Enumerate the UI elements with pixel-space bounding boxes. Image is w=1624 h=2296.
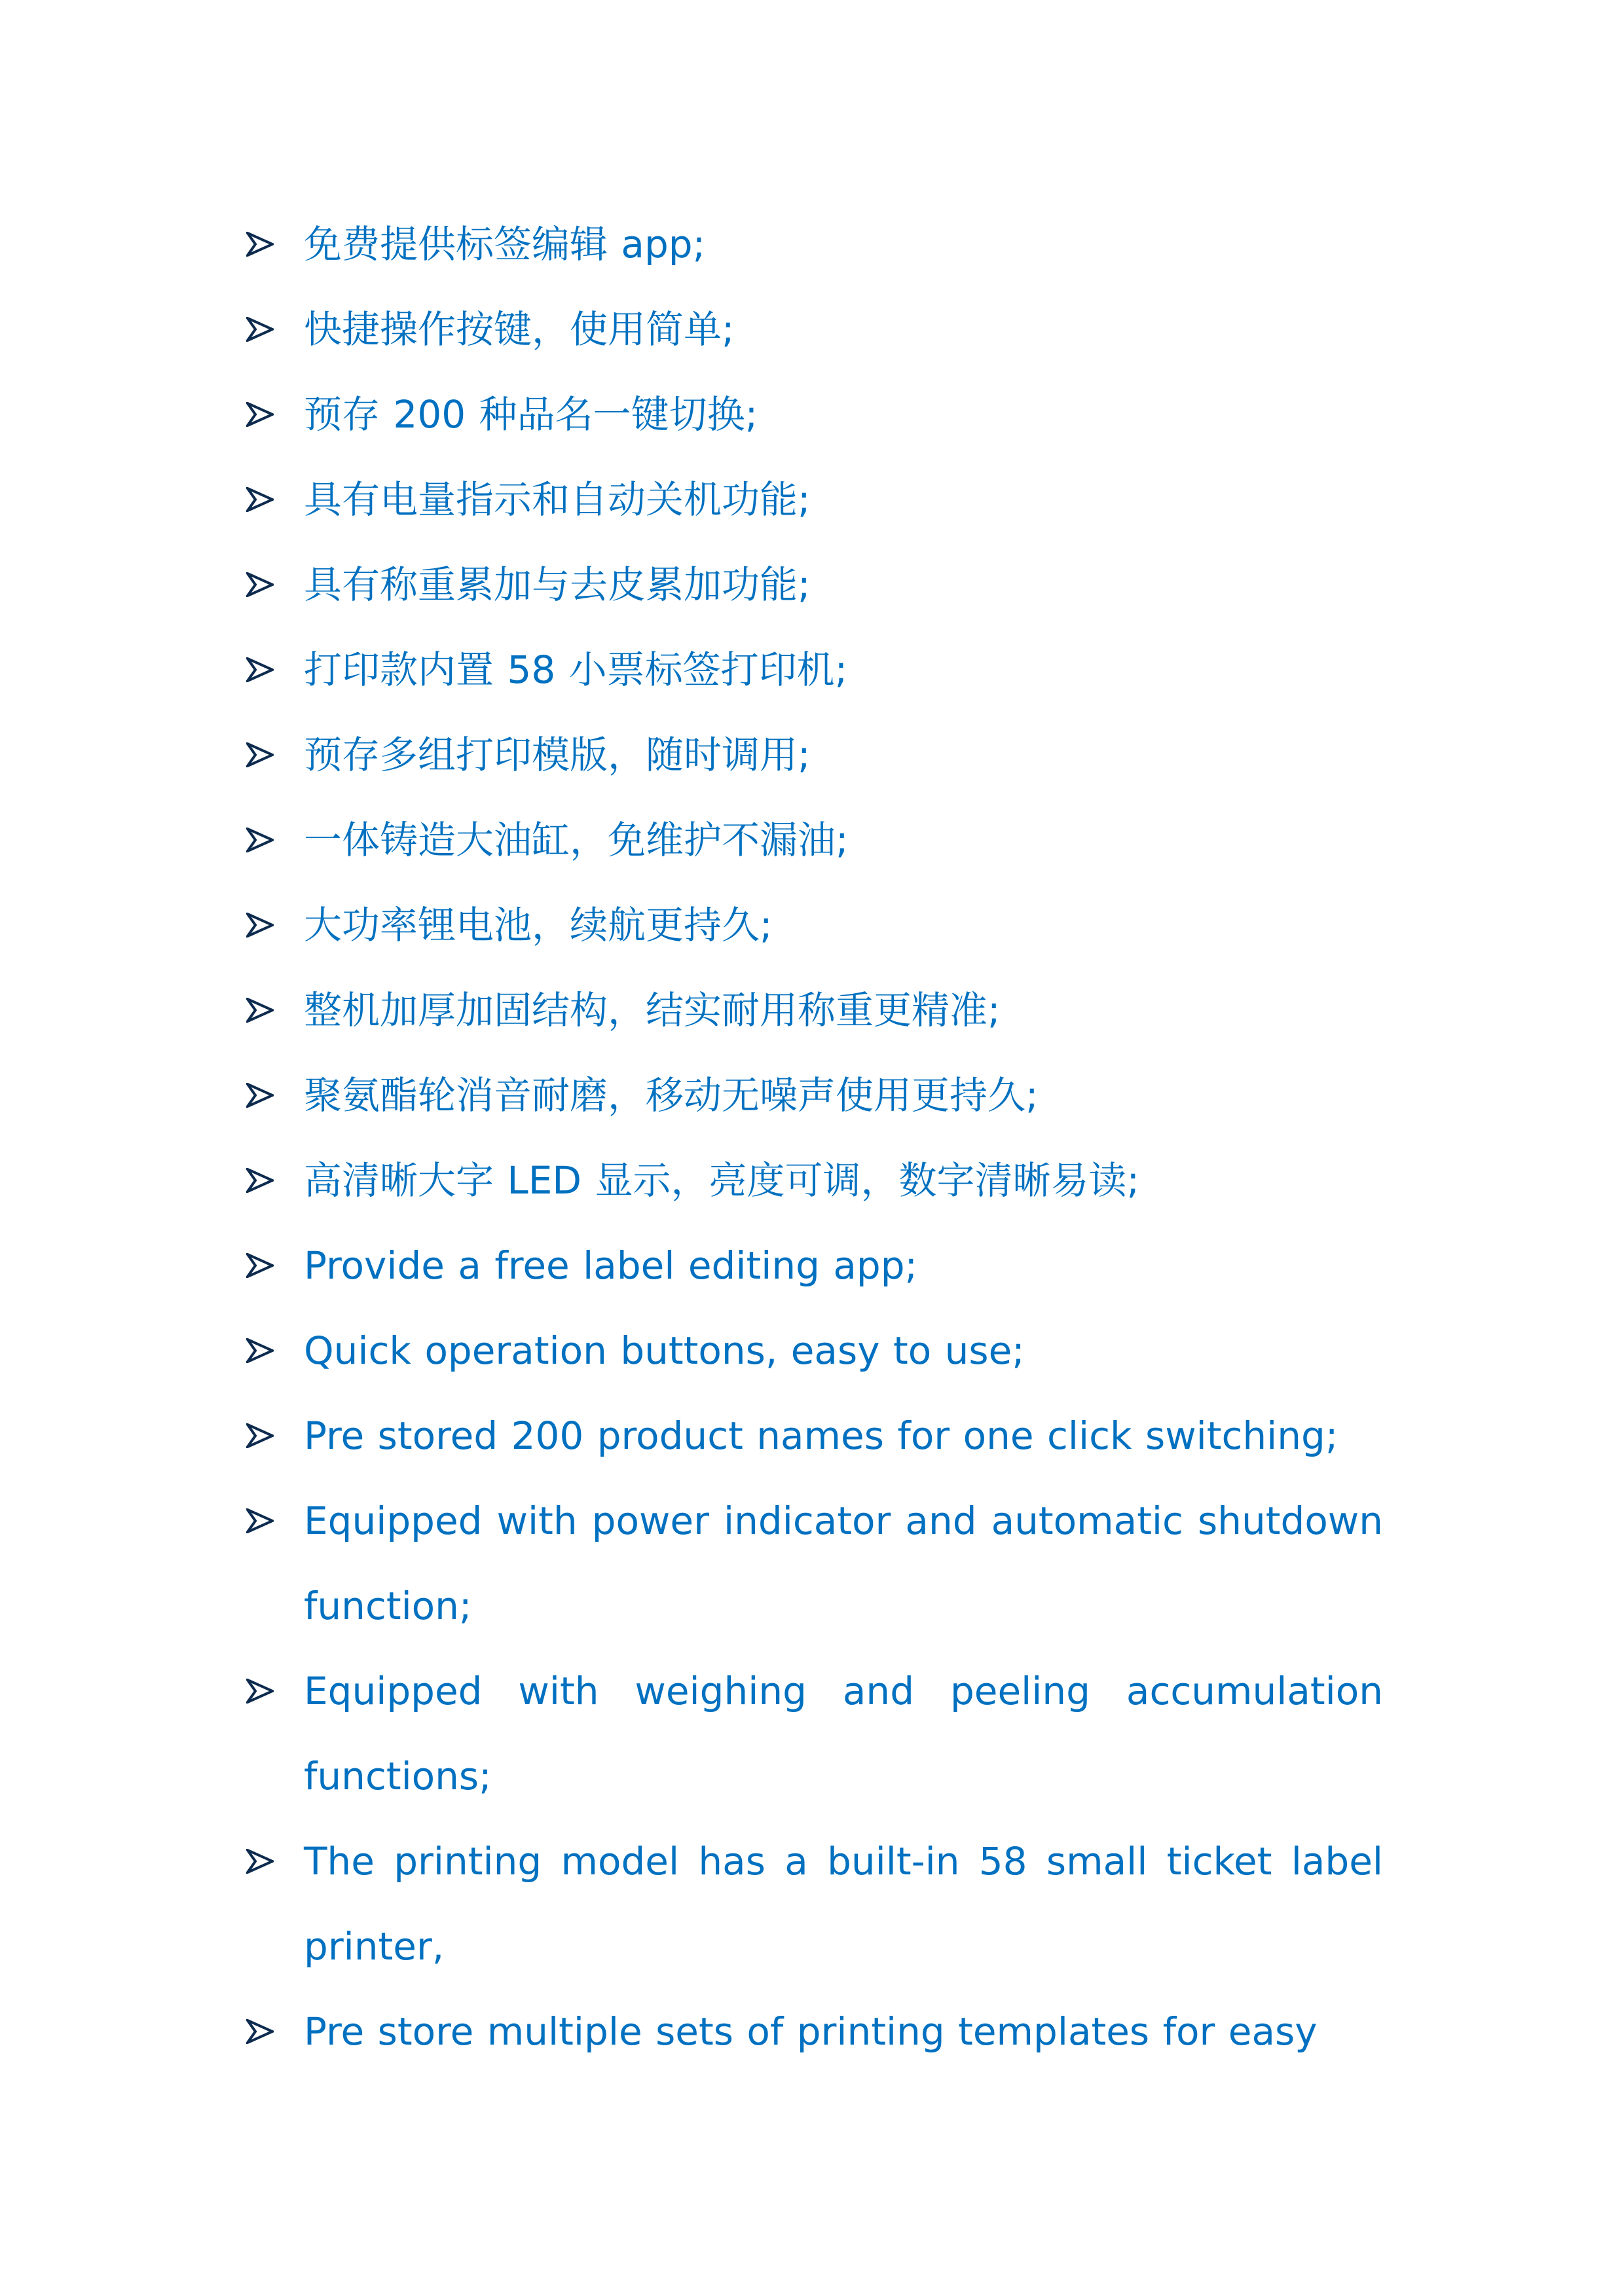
list-item-text: The printing model has a built-in 58 small ticket label printer, <box>304 1839 1383 1969</box>
arrowhead-bullet-icon <box>246 1168 274 1193</box>
list-item-text: 整机加厚加固结构，结实耐用称重更精准; <box>304 988 1001 1032</box>
list-item <box>246 1308 1383 1393</box>
arrowhead-bullet-icon <box>246 1508 274 1533</box>
list-item <box>246 1053 1383 1138</box>
list-item <box>246 712 1383 797</box>
list-item-text: Pre stored 200 product names for one click switching; <box>304 1413 1338 1458</box>
list-item-text: 预存多组打印模版，随时调用; <box>304 733 811 777</box>
arrowhead-bullet-icon <box>246 828 274 852</box>
list-item-text: 免费提供标签编辑 app; <box>304 222 706 266</box>
list-item <box>246 1478 1383 1649</box>
arrowhead-bullet-icon <box>246 913 274 938</box>
list-item-text: 高清晰大字 LED 显示，亮度可调，数字清晰易读; <box>304 1158 1140 1203</box>
arrowhead-bullet-icon <box>246 232 274 257</box>
list-item <box>246 1138 1383 1223</box>
list-item-text: 快捷操作按键，使用简单; <box>304 307 735 352</box>
arrowhead-bullet-icon <box>246 657 274 682</box>
feature-list <box>246 202 1383 2074</box>
list-item-text: 预存 200 种品名一键切换; <box>304 392 758 437</box>
list-item-text: Provide a free label editing app; <box>304 1243 918 1288</box>
arrowhead-bullet-icon <box>246 402 274 427</box>
arrowhead-bullet-icon <box>246 742 274 767</box>
list-item-text: 大功率锂电池，续航更持久; <box>304 903 773 947</box>
arrowhead-bullet-icon <box>246 1338 274 1363</box>
arrowhead-bullet-icon <box>246 487 274 512</box>
list-item <box>246 372 1383 457</box>
list-item <box>246 1989 1383 2074</box>
list-item-text: Pre store multiple sets of printing templates for easy <box>304 2009 1318 2054</box>
arrowhead-bullet-icon <box>246 1849 274 1874</box>
arrowhead-bullet-icon <box>246 317 274 342</box>
list-item <box>246 797 1383 883</box>
list-item-text: 具有称重累加与去皮累加功能; <box>304 562 811 607</box>
list-item <box>246 883 1383 968</box>
arrowhead-bullet-icon <box>246 1253 274 1278</box>
list-item-text: Equipped with power indicator and automatic shutdown function; <box>304 1499 1383 1628</box>
arrowhead-bullet-icon <box>246 998 274 1023</box>
list-item <box>246 202 1383 287</box>
arrowhead-bullet-icon <box>246 1423 274 1448</box>
list-item-text: 具有电量指示和自动关机功能; <box>304 477 811 522</box>
list-item <box>246 287 1383 372</box>
list-item-text: Quick operation buttons, easy to use; <box>304 1328 1025 1373</box>
list-item <box>246 542 1383 627</box>
arrowhead-bullet-icon <box>246 1083 274 1108</box>
list-item-text: 聚氨酯轮消音耐磨，移动无噪声使用更持久; <box>304 1073 1039 1118</box>
arrowhead-bullet-icon <box>246 2019 274 2044</box>
list-item <box>246 457 1383 542</box>
list-item <box>246 1649 1383 1819</box>
list-item-text: 打印款内置 58 小票标签打印机; <box>304 647 848 692</box>
list-item <box>246 627 1383 712</box>
list-item-text: 一体铸造大油缸，免维护不漏油; <box>304 818 849 862</box>
list-item-text: Equipped with weighing and peeling accumulation functions; <box>304 1669 1383 1798</box>
list-item <box>246 1393 1383 1478</box>
arrowhead-bullet-icon <box>246 1679 274 1704</box>
list-item <box>246 1819 1383 1989</box>
list-item <box>246 1223 1383 1308</box>
list-item <box>246 968 1383 1053</box>
arrowhead-bullet-icon <box>246 572 274 597</box>
